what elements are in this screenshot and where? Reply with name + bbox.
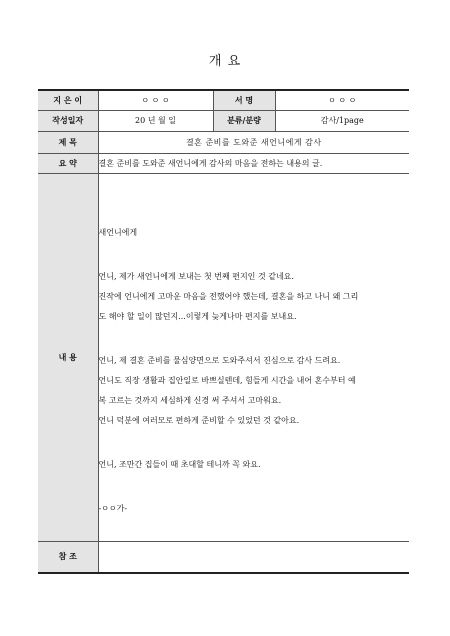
letter-line: 새언니에게 — [98, 228, 138, 237]
content-row — [38, 173, 409, 541]
summary-value: 결혼 준비를 도와준 새언니에게 감사의 마음을 전하는 내용의 글. — [98, 153, 409, 173]
author-value: ㅇ ㅇ ㅇ — [98, 90, 213, 110]
letter-line: 진작에 언니에게 고마운 마음을 전했어야 했는데, 결혼을 하고 나니 왜 그리 — [98, 292, 359, 301]
letter-line: 언니 덕분에 여러모로 편하게 준비할 수 있었던 것 같아요. — [98, 416, 300, 425]
letter-line: 언니도 직장 생활과 집안일로 바쁘실텐데, 힘들게 시간을 내어 혼수부터 예 — [98, 376, 356, 385]
reference-value — [98, 541, 409, 573]
category-value: 감사/1page — [275, 110, 409, 131]
content-label: 내 용 — [38, 173, 98, 541]
letter-line — [99, 436, 410, 450]
author-label: 지 은 이 — [38, 90, 98, 110]
subject-row — [38, 131, 409, 153]
letter-line — [99, 248, 410, 262]
summary-label: 요 약 — [38, 153, 98, 173]
date-label: 작성일자 — [38, 110, 98, 131]
letter-line: 언니, 제 결혼 준비를 물심양면으로 도와주셔서 진심으로 감사 드려요. — [98, 356, 341, 365]
content-cell — [98, 173, 409, 541]
summary-form-table — [38, 89, 409, 574]
letter-body — [99, 190, 410, 514]
letter-line — [99, 332, 410, 346]
letter-line: 복 고르는 것까지 세심하게 신경 써 주셔서 고마워요. — [98, 396, 282, 405]
signature-label: 서 명 — [213, 90, 275, 110]
reference-label: 참 조 — [38, 541, 98, 573]
signature-value: ㅇ ㅇ ㅇ — [275, 90, 409, 110]
date-value: 20 년 월 일 — [98, 110, 213, 131]
letter-line: 언니, 조만간 집들이 때 초대할 테니까 꼭 와요. — [98, 460, 261, 469]
category-label: 분류/분량 — [213, 110, 275, 131]
letter-line: -ㅇㅇ가- — [98, 504, 128, 513]
subject-value: 결혼 준비를 도와준 새언니에게 감사 — [98, 131, 409, 153]
author-row — [38, 90, 409, 110]
reference-row — [38, 541, 409, 573]
letter-line: 언니, 제가 새언니에게 보내는 첫 번째 편지인 것 같네요. — [98, 272, 294, 281]
letter-line — [99, 480, 410, 494]
letter-line: 도 해야 할 일이 많던지...이렇게 늦게나마 편지를 보내요. — [98, 312, 297, 321]
document-title: 개 요 — [208, 54, 242, 69]
summary-row — [38, 153, 409, 173]
subject-label: 제 목 — [38, 131, 98, 153]
date-row — [38, 110, 409, 131]
